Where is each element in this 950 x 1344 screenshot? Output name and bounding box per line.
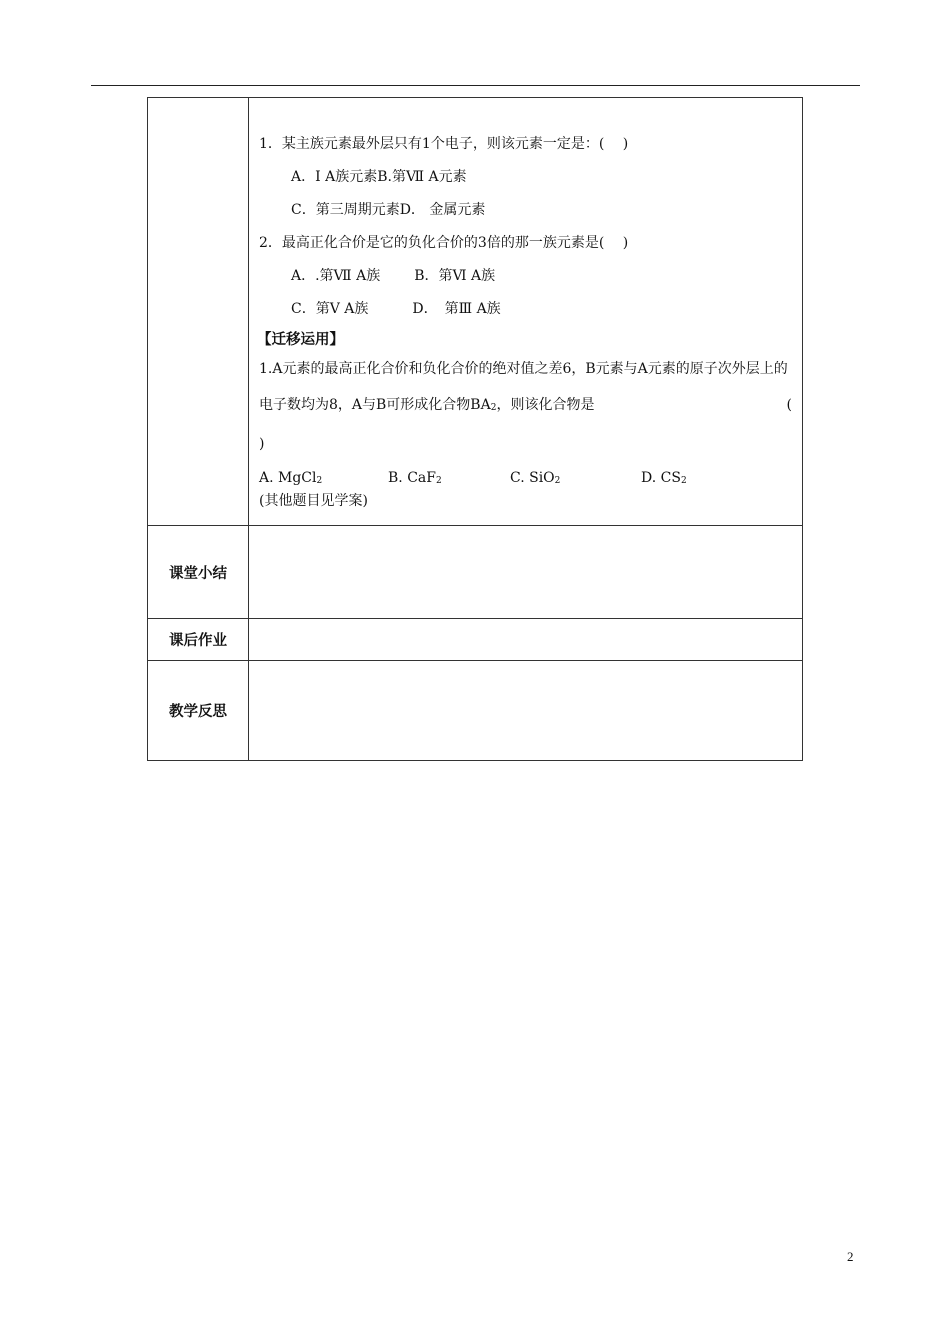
q2-option-d: D． 第Ⅲ A族 bbox=[412, 301, 501, 317]
homework-row bbox=[148, 619, 803, 661]
reflection-content-cell bbox=[249, 661, 803, 761]
q2-option-b: B．第Ⅵ A族 bbox=[414, 268, 496, 284]
exercise-label-cell bbox=[148, 98, 249, 526]
q1-option-ab: A．Ⅰ A族元素B.第Ⅶ A元素 bbox=[291, 169, 467, 185]
summary-label: 课堂小结 bbox=[148, 526, 249, 619]
homework-content-cell bbox=[249, 619, 803, 661]
exercise-content-cell bbox=[249, 98, 803, 526]
answer-paren-close: ) bbox=[259, 436, 265, 452]
q2-option-cd bbox=[259, 299, 794, 319]
q2-option-c: C．第Ⅴ A族 bbox=[291, 301, 369, 317]
summary-content-cell bbox=[249, 526, 803, 619]
homework-label: 课后作业 bbox=[148, 619, 249, 661]
answer-option-a: A. MgCl$_2$ bbox=[259, 470, 323, 486]
answer-option-c: C. SiO$_2$ bbox=[510, 470, 561, 486]
summary-row bbox=[148, 526, 803, 619]
exercise-row bbox=[148, 98, 803, 526]
answer-option-d: D. $CS_2$ bbox=[641, 470, 687, 486]
header-rule bbox=[91, 85, 860, 86]
transfer-note: (其他题目见学案) bbox=[259, 493, 368, 509]
reflection-row bbox=[148, 661, 803, 761]
answer-option-b: B. CaF$_2$ bbox=[388, 470, 442, 486]
q1-stem: 1．某主族元素最外层只有1个电子，则该元素一定是：( ) bbox=[259, 136, 629, 152]
q2-stem: 2．最高正化合价是它的负化合价的3倍的那一族元素是( ) bbox=[259, 235, 629, 251]
page-number: 2 bbox=[847, 1249, 854, 1264]
lesson-plan-table bbox=[147, 97, 803, 761]
answer-paren-open: ( bbox=[786, 397, 792, 413]
q2-option-a: A．.第Ⅶ A族 bbox=[291, 268, 381, 284]
transfer-title: 【迁移运用】 bbox=[257, 332, 344, 348]
transfer-question: 1.A元素的最高正化合价和负化合价的绝对值之差6，B元素与A元素的原子次外层上的电子数均为8，A与B可形成化合物$BA_2$，则该化合物是 ( ) bbox=[259, 361, 792, 452]
transfer-answers bbox=[259, 468, 794, 491]
q2-option-ab bbox=[259, 266, 794, 286]
q1-option-cd: C．第三周期元素D． 金属元素 bbox=[291, 202, 486, 218]
reflection-label: 教学反思 bbox=[148, 661, 249, 761]
